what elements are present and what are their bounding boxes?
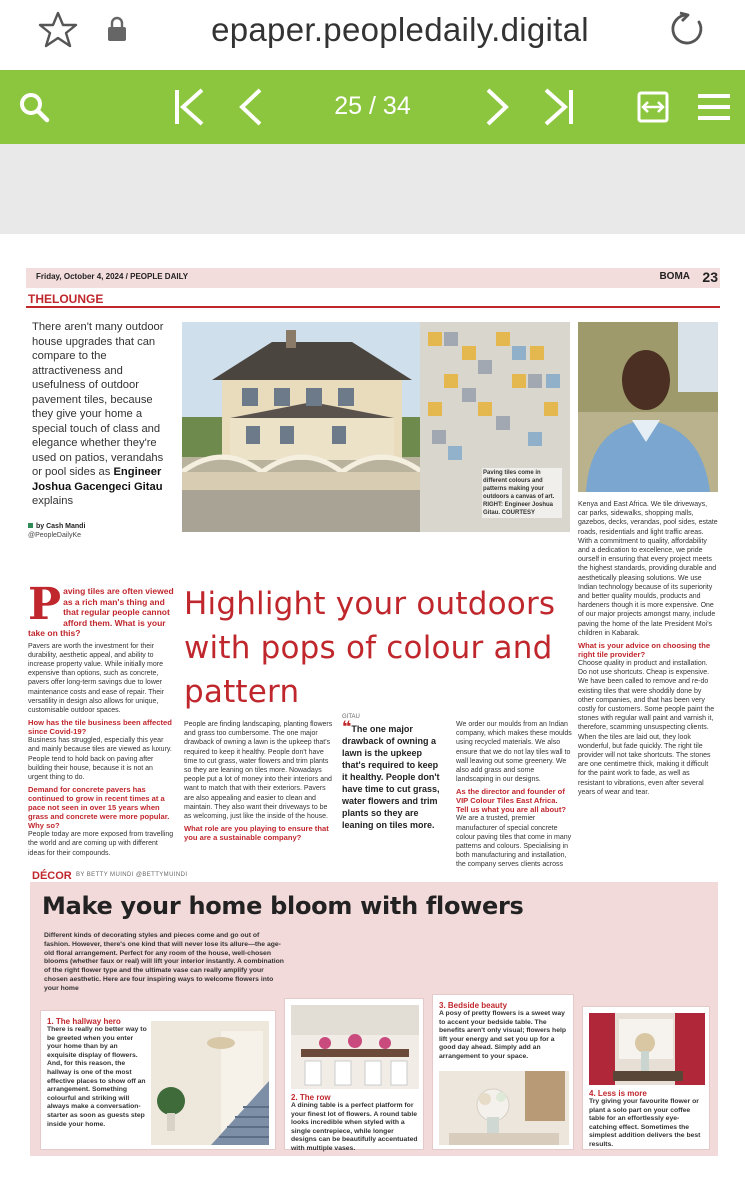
pull-quote: ❝The one major drawback of owning a lawn is the upkeep that's required to keep it healthy. People don't have time to cut grass, water flowers and trim plants so they are leaning on tiles more. (342, 719, 440, 830)
article-intro: There aren't many outdoor house upgrades that can compare to the attractiveness and usefulness of outdoor pavement tiles, because they give your home a special touch of class and elegance whether they're used on patios, verandahs or pool sides as Engineer Joshua Gacengeci Gitau explains (32, 321, 164, 507)
decor-headline: Make your home bloom with flowers (42, 892, 524, 920)
lock-icon (106, 16, 128, 42)
article-column-2: People are finding landscaping, planting flowers and grass too cumbersome. The one major drawback of owning a lawn is the upkeep that's required to keep it healthy. People don't have time to cut grass, water flowers and trim plants so they are leaning on tiles more. Nowadays people put a lot of money into their interiors and want to match that with their exteriors. Pavers are also appealing and easier to clean and maintain. They also want their driveways to be as welcoming, just like the inside of the house. What role are you playing to ensure that you are a sustainable company? (184, 721, 333, 843)
search-icon (18, 91, 50, 123)
first-page-icon (172, 87, 208, 127)
decor-byline: BY BETTY MUINDI @BETTYMUINDI (76, 872, 188, 878)
fit-width-button[interactable] (634, 70, 672, 144)
dining-photo (291, 1005, 419, 1089)
section-title: THELOUNGE (28, 292, 104, 306)
search-button[interactable] (14, 70, 54, 144)
newspaper-page[interactable] (26, 268, 720, 1168)
menu-button[interactable] (694, 70, 734, 144)
next-page-icon (484, 87, 510, 127)
star-icon[interactable] (38, 10, 78, 50)
decor-feature (30, 882, 718, 1156)
prev-page-button[interactable] (234, 70, 268, 144)
reader-toolbar (0, 70, 745, 144)
folio-section: BOMA (659, 271, 690, 282)
article-column-4: Kenya and East Africa. We tile driveways, car parks, sidewalks, shopping malls, gazebos, decks, verandas, pool sides, estate roads, residentials and light traffic areas. With a commitment to quality, affordability and a dedication to excellence, we pride ourself in ensuring that every project meets the highest standards, providing durable and aesthetically pleasing solutions. We use Indian technology because of its superiority and better quality moulds, products and hardeners though it is more expensive. One of our major projects amongst many, include paving the home of the late President Moi's children in Kabarak. What is your advice on choosing the right tile provider? Choose quality in product and installation. Do not use shortcuts. Cheap is expensive. We have been called to remove and re-do existing tiles that were shoddily done by other companies, and that has been very costly for customers. Some people paint the stones with regular wall paint and varnish it, therefore, scamming unsuspecting clients. When the tiles are laid out, they look wonderful, but fade quickly. The right tile provider will not take shortcuts. The stones are one centimetre thick, making it difficult for the paint work to fade, as well as resistant to vibrations, even after several years of wear and tear. (578, 501, 718, 796)
fit-width-icon (637, 91, 669, 123)
viewer-background (0, 144, 745, 234)
url-text[interactable]: epaper.peopledaily.digital (211, 11, 589, 48)
decor-card-less-is-more: 4. Less is more Try giving your favourite flower or plant a solo part on your coffee table for an effortlessly eye-catching effect. Sometimes the simplest addition delivers the best results. (582, 1006, 710, 1150)
last-page-icon (540, 87, 576, 127)
bedside-photo (439, 1071, 569, 1145)
article-column-3: We order our moulds from an Indian company, which makes these moulds using recycled materials. We also ensure that we do not lay tiles wall to wall leaving out some greenery. We also add grass and some landscaping in our designs. As the director and founder of VIP Colour Tiles East Africa. Tell us what you are all about? We are a trusted, premier manufacturer of special concrete colour paving tiles that come in many patterns and colours. Specialising in both manufacturing and installation, the company serves clients across (456, 721, 572, 869)
hallway-photo (151, 1021, 269, 1145)
decor-card-bedside: 3. Bedside beauty A posy of pretty flowers is a sweet way to accent your bedside table. The benefits aren't only visual; flowers help lift your energy and set you up for a good day ahead. Simply add an arrangement to your space. (432, 994, 574, 1150)
coffee-table-photo (589, 1013, 705, 1085)
menu-icon (696, 92, 732, 122)
section-rule (26, 306, 720, 308)
page-indicator[interactable]: 25 / 34 (334, 92, 411, 120)
photo-caption: Paving tiles come in different colours and patterns making your outdoors a canvas of art. RIGHT: Engineer Joshua Gitau. COURTESY (482, 468, 562, 518)
next-page-button[interactable] (480, 70, 514, 144)
pull-quote-label: GITAU (342, 714, 360, 720)
prev-page-icon (238, 87, 264, 127)
last-page-button[interactable] (538, 70, 578, 144)
decor-intro: Different kinds of decorating styles and pieces come and go out of fashion. However, there's one kind that will never lose its allure—the age-old floral arrangement. Perfect for any room of the house, well-chosen blooms (whether faux or real) will lift your interior instantly. A combination of the right flower type and the ultimate vase can really amplify your chosen aesthetic. Here are four inspiring ways to welcome flowers into your home (44, 932, 284, 992)
first-page-button[interactable] (170, 70, 210, 144)
article-byline: by Cash Mandi @PeopleDailyKe (28, 523, 86, 539)
reload-icon[interactable] (668, 10, 706, 48)
article-headline: Highlight your outdoors with pops of colour and pattern (184, 586, 556, 710)
browser-url-bar (0, 0, 745, 70)
decor-card-row: 2. The row A dining table is a perfect platform for your finest lot of flowers. A round table looks incredible when styled with a single centrepiece, while longer designs can be beautifully accentuated with multiple vases. (284, 998, 424, 1150)
decor-card-hallway: 1. The hallway hero There is really no better way to be greeted when you enter your home than by an exquisite display of flowers. And, for this reason, the hallway is one of the most effective places to show off an arrangement. Something colourful and striking will always make a conversation-starter as soon as guests step inside your home. (40, 1010, 276, 1150)
epaper-viewport[interactable] (0, 234, 745, 1200)
engineer-portrait (578, 322, 718, 492)
page-number: 23 (702, 269, 718, 285)
article-column-1: Paving tiles are often viewed as a rich man's thing and that regular people cannot afford them. What is your take on this? Pavers are worth the investment for their durability, aesthetic appeal, and ability to increase property value. While initially more expensive than options, such as concrete, pavers offer long-term savings due to lower maintenance costs and ease of repair. Their versatility in design also allows for unique, customisable outdoor spaces. How has the tile business been affected since Covid-19? Business has struggled, especially this year and mainly because tiles are viewed as luxury. People tend to hold back on paving after building their house, because it is not an urgent thing to do. Demand for concrete pavers has continued to grow in recent times at a pace not seen in over 15 years when grass and concrete were more popular. Why so? People today are more exposed from travelling the world and are coming up with different ideas for their compounds. (28, 579, 174, 857)
folio-date: Friday, October 4, 2024 / PEOPLE DAILY (36, 272, 189, 281)
decor-section-label: DÉCOR (32, 870, 72, 882)
